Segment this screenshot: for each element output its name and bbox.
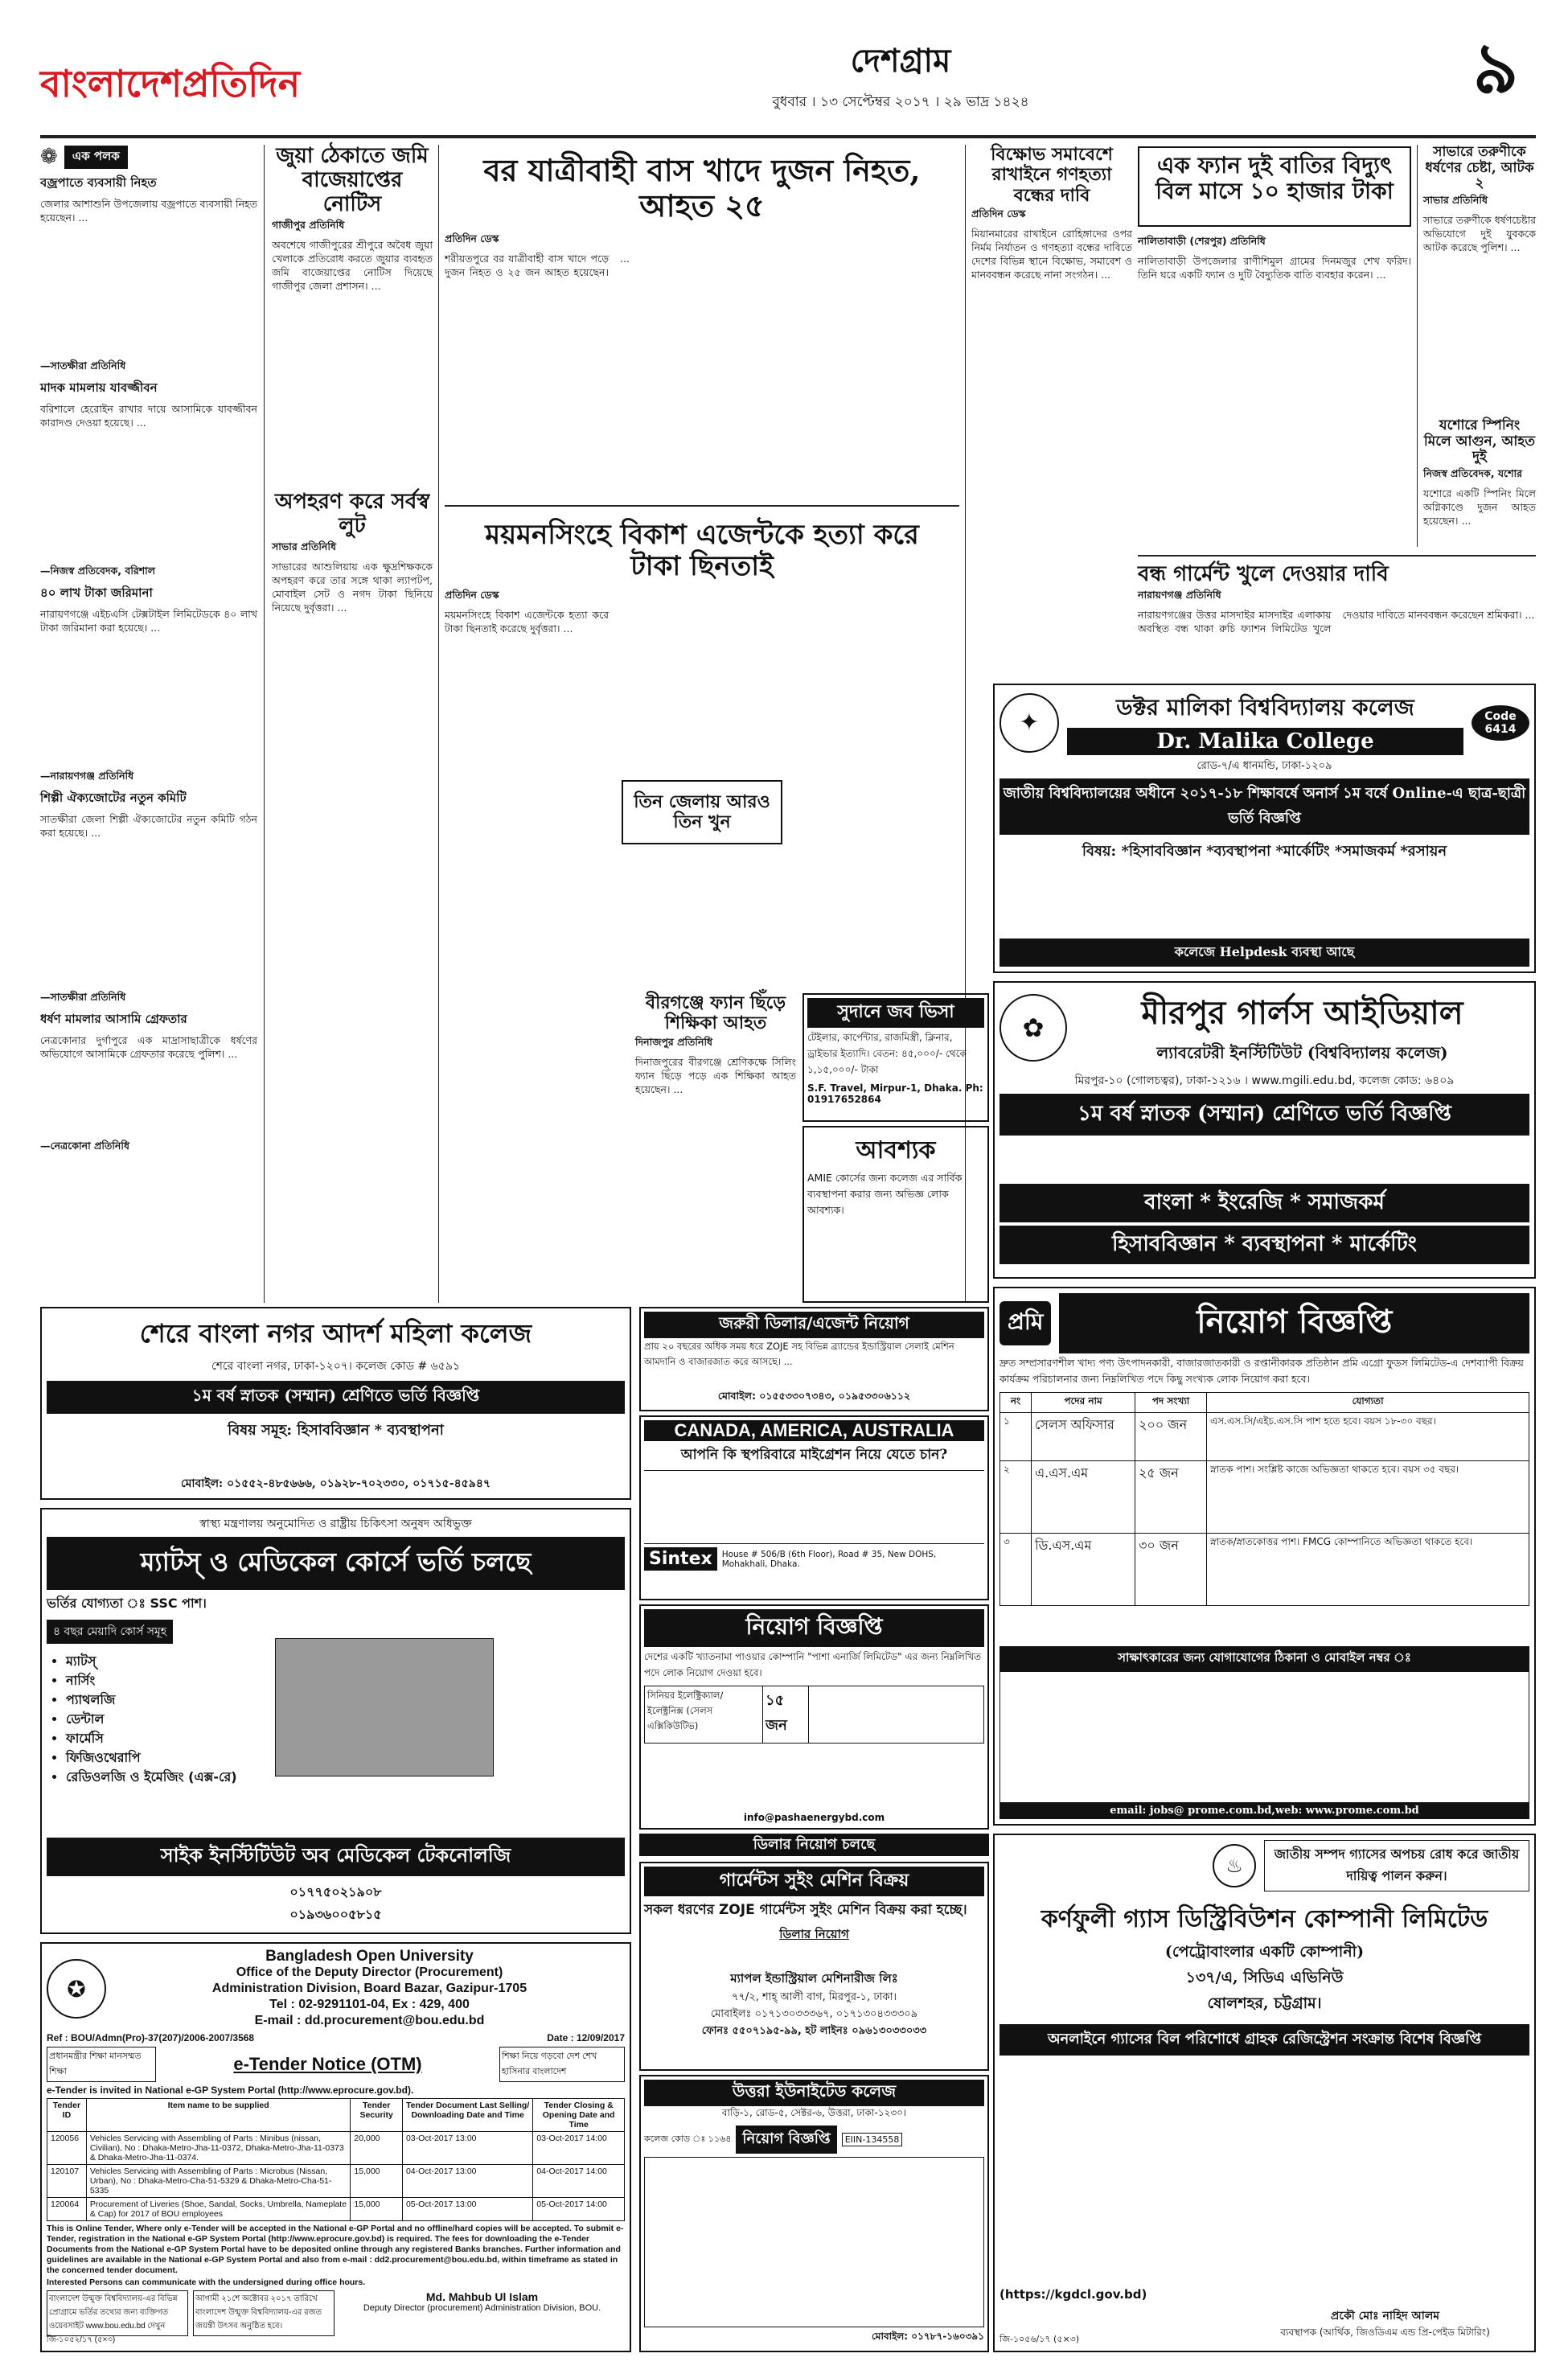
ek-polok-label xyxy=(40,145,257,169)
item-byline: —সাতক্ষীরা প্রতিনিধি xyxy=(40,359,126,372)
masthead-rule xyxy=(40,135,1536,138)
course-item: • ফিজিওথেরাপি xyxy=(66,1748,625,1768)
table-cell: 04-Oct-2017 14:00 xyxy=(533,2165,625,2198)
column-divider xyxy=(264,145,265,1303)
fan-news-area xyxy=(995,145,996,146)
karnaphuli-sub: (পেট্রোবাংলার একটি কোম্পানী) xyxy=(1164,1943,1365,1961)
table-cell: স্নাতক/স্নাতকোত্তর পাশ। FMCG কোম্পানিতে অভিজ্ঞতা থাকতে হবে। xyxy=(1207,1534,1529,1606)
sher-title: শেরে বাংলা নগর আদর্শ মহিলা কলেজ xyxy=(139,1318,532,1349)
uttara-eiin: EIIN-134558 xyxy=(842,2133,903,2146)
maths-title: ম্যাটস্ ও মেডিকেল কোর্সে ভর্তি চলছে xyxy=(47,1537,625,1590)
zoje-title: গার্মেন্টস সুইং মেশিন বিক্রয় xyxy=(644,1867,984,1896)
fan-news-main xyxy=(1140,145,1430,146)
table-header: Item name to be supplied xyxy=(86,2099,351,2132)
sudan-title: সুদানে জব ভিসা xyxy=(807,998,984,1028)
prome-niyog-ad xyxy=(993,1287,1536,1826)
bikash-byline: প্রতিদিন ডেস্ক xyxy=(445,589,499,602)
jessore-body: যশোরে একটি স্পিনিং মিলে অগ্নিকাণ্ডে দুজন আহত হয়েছেন। ... xyxy=(1423,487,1539,527)
dealer-chalche-strip xyxy=(639,1834,989,1856)
dealer-title: জরুরী ডিলার/এজেন্ট নিয়োগ xyxy=(644,1312,984,1338)
zoje-sub: ডিলার নিয়োগ xyxy=(779,1927,849,1941)
mirpur-info-placeholder xyxy=(999,1136,1529,1184)
table-cell: ১ xyxy=(1000,1413,1032,1461)
course-item: • ডেন্টাল xyxy=(66,1710,625,1729)
bou-division: Administration Division, Board Bazar, Gazipur-1705 xyxy=(211,1982,527,1995)
bikkhov-byline: প্রতিদিন ডেস্ক xyxy=(971,207,1026,220)
section-rule xyxy=(445,505,959,507)
newspaper-logo[interactable] xyxy=(40,61,300,106)
fan-byline: নালিতাবাড়ী (শেরপুর) প্রতিনিধি xyxy=(1138,235,1266,247)
ek-polok-item xyxy=(40,789,261,1007)
column-divider xyxy=(1417,145,1418,547)
fan-headline-box xyxy=(1138,146,1411,227)
tin-jela-headline[interactable]: তিন জেলায় আরও তিন খুন xyxy=(634,791,770,832)
table-header: Tender Document Last Selling/ Downloading Date and Time xyxy=(402,2099,532,2132)
bou-left-box: প্রধানমন্ত্রীর শিক্ষা মানসম্মত শিক্ষা xyxy=(47,2047,156,2082)
ek-polok-item xyxy=(40,1010,261,1156)
bikkhov-headline[interactable]: বিক্ষোভ সমাবেশে রাখাইনে গণহত্যা বন্ধের দাবি xyxy=(991,144,1113,206)
table-cell: স্নাতক পাশ। সংশ্লিষ্ট কাজে অভিজ্ঞতা থাকতে হবে। বয়স ৩৫ বছর। xyxy=(1207,1461,1529,1534)
table-row xyxy=(47,2165,625,2198)
table-cell: 15,000 xyxy=(351,2198,403,2221)
uttara-address: বাড়ি-১, রোড-৫, সেক্টর-৬, উত্তরা, ঢাকা-১২৩০। xyxy=(721,2107,907,2118)
karnaphuli-address-1: ১৩৭/এ, সিডিএ এভিনিউ xyxy=(1185,1969,1344,1986)
campus-phone-2: ০১৯৩৬০০৫৮১৫ xyxy=(289,1907,382,1922)
lab-photo xyxy=(275,1638,494,1776)
logo-part-1: বাংলাদেশ xyxy=(40,62,183,105)
jua-headline[interactable]: জুয়া ঠেকাতে জমি বাজেয়াপ্তের নোটিস xyxy=(276,144,429,216)
birganj-headline[interactable]: বীরগঞ্জে ফ্যান ছিঁড়ে শিক্ষিকা আহত xyxy=(645,992,786,1034)
power-email[interactable]: info@pashaenergybd.com xyxy=(743,1812,885,1823)
maths-medical-ad xyxy=(40,1508,631,1934)
savar-body: সাভারে তরুণীকে ধর্ষণচেষ্টার অভিযোগে দুই যুবককে আটক করেছে পুলিশ। ... xyxy=(1423,213,1539,253)
column-divider xyxy=(438,145,439,1303)
table-cell: 15,000 xyxy=(351,2165,403,2198)
item-body: জেলার আশাশুনি উপজেলায় বজ্রপাতে ব্যবসায়ী নিহত হয়েছেন। ... xyxy=(40,198,261,224)
jua-byline: গাজীপুর প্রতিনিধি xyxy=(272,218,345,231)
zoje-phone: মোবাইলঃ ০১৭১৩০৩৩৩৬৭, ০১৭১৩০৪৩৩৩০৯ xyxy=(710,2008,918,2020)
canada-details-placeholder xyxy=(644,1470,984,1544)
table-cell: 03-Oct-2017 13:00 xyxy=(402,2132,532,2165)
table-header: পদ সংখ্যা xyxy=(1135,1393,1207,1413)
table-row xyxy=(47,2198,625,2221)
fan-body: নালিতাবাড়ী উপজেলার রাণীশিমুল গ্রামের দিনমজুর শেখ ফরিদ। তিনি ঘরে একটি ফ্যান ও দুটি বৈদ্যুতিক বাতি ব্যবহার করেন। ... xyxy=(1138,255,1414,281)
dealer-body: প্রায় ২০ বছরের অধিক সময় ধরে ZOJE সহ বিভিন্ন ব্র্যান্ডের ইন্ডাস্ট্রিয়াল সেলাই মেশিন আমদানি ও বাজারজাত করে আসছে। ... xyxy=(644,1341,954,1367)
canada-ad xyxy=(639,1415,989,1600)
uttara-phone: মোবাইল: ০১৭৮৭-১৬০৩৯১ xyxy=(871,2331,984,2342)
bou-email: E-mail : dd.procurement@bou.edu.bd xyxy=(254,2014,485,2027)
canada-sub: আপনি কি স্থপরিবারে মাইগ্রেশন নিয়ে যেতে চান? xyxy=(680,1447,948,1463)
mirpur-crest-icon: ✿ xyxy=(999,994,1067,1062)
power-niyog-body: দেশের একটি খ্যাতনামা পাওয়ার কোম্পানি "পাশা এনার্জি লিমিটেড" এর জন্য নিম্নলিখিত পদে লোক নিয়োগ দেওয়া হবে। xyxy=(644,1651,982,1678)
canada-title: CANADA, AMERICA, AUSTRALIA xyxy=(644,1420,984,1441)
course-item: • নার্সিং xyxy=(66,1671,625,1690)
bou-date: Date : 12/09/2017 xyxy=(547,2032,625,2043)
bou-ref-2: জি-১০৫২/১৭ (৫×৩) xyxy=(47,2335,116,2344)
bou-tel: Tel : 02-9291101-04, Ex : 429, 400 xyxy=(269,1998,470,2011)
maths-top: স্বাস্থ্য মন্ত্রণালয় অনুমোদিত ও রাষ্ট্রীয় চিকিৎসা অনুষদ অধিভুক্ত xyxy=(199,1518,472,1530)
malika-address: রোড-৭/এ ধানমন্ডি, ঢাকা-১২০৯ xyxy=(1197,760,1332,772)
mirpur-subtitle: ল্যাবরেটরী ইনস্টিটিউট (বিশ্ববিদ্যালয় কলেজ) xyxy=(1156,1043,1448,1062)
item-body: নারায়ণগঞ্জে এইচএসি টেক্সটাইল লিমিটেডকে ৪০ লাখ টাকা জরিমানা করা হয়েছে। ... xyxy=(40,608,261,634)
mirpur-girls-ad xyxy=(993,981,1536,1279)
item-body: নেত্রকোনার দুর্গাপুরে এক মাদ্রাসাছাত্রীকে ধর্ষণের অভিযোগে আসামিকে গ্রেফতার করেছে পুলিশ। ... xyxy=(40,1034,261,1060)
table-header-row xyxy=(47,2099,625,2132)
course-item: • ফার্মেসি xyxy=(66,1729,625,1748)
jua-article xyxy=(272,144,436,483)
canada-address: House # 506/B (6th Floor), Road # 35, New DOHS, Mohakhali, Dhaka. xyxy=(721,1549,937,1569)
item-byline: —নেত্রকোনা প্রতিনিধি xyxy=(40,1140,129,1152)
sintex-logo: Sintex xyxy=(644,1547,717,1571)
karnaphuli-top: জাতীয় সম্পদ গ্যাসের অপচয় রোধ করে জাতীয় দায়িত্ব পালন করুন। xyxy=(1264,1840,1529,1891)
bou-box-1: বাংলাদেশ উন্মুক্ত বিশ্ববিদ্যালয়-এর বিভিন্ন প্রোগ্রামে ভর্তির তথ্যের জন্য ব্যক্তিগত ওয়েবসাইট www.bou.edu.bd দেখুন xyxy=(47,2290,188,2336)
sudan-company: S.F. Travel, Mirpur-1, Dhaka. Ph: 01917652864 xyxy=(807,1082,983,1105)
bikash-headline[interactable]: ময়মনসিংহে বিকাশ এজেন্টকে হত্যা করে টাকা ছিনতাই xyxy=(485,519,919,583)
bou-tender-ad xyxy=(40,1942,631,2352)
prome-contact-title: সাক্ষাৎকারের জন্য যোগাযোগের ঠিকানা ও মোবাইল নম্বর ঃ xyxy=(999,1646,1529,1671)
malika-subjects: বিষয়: *হিসাববিজ্ঞান *ব্যবস্থাপনা *মার্কেটিং *সমাজকর্ম *রসায়ন xyxy=(1082,843,1447,860)
ek-polok-column xyxy=(40,145,261,1311)
item-body: বরিশালে হেরোইন রাখার দায়ে আসামিকে যাবজ্জীবন কারাদণ্ড দেওয়া হয়েছে। ... xyxy=(40,403,261,429)
oporohon-headline[interactable]: অপহরণ করে সর্বস্ব লুট xyxy=(274,490,430,538)
item-title: মাদক মামলায় যাবজ্জীবন xyxy=(40,380,158,395)
item-body: সাতক্ষীরা জেলা শিল্পী ঐক্যজোটের নতুন কমিটি গঠন করা হয়েছে। ... xyxy=(40,813,261,839)
table-cell: ৩০ জন xyxy=(1135,1534,1207,1606)
power-post: সিনিয়র ইলেক্ট্রিক্যাল/ ইলেক্ট্রনিক্স (সেলস এক্সিকিউটিভ) xyxy=(645,1686,763,1743)
bou-tender-table xyxy=(47,2098,625,2221)
bou-signer-title: Deputy Director (procurement) Administration Division, BOU. xyxy=(363,2303,601,2313)
table-cell: 04-Oct-2017 13:00 xyxy=(402,2165,532,2198)
college-crest-icon: ✦ xyxy=(999,693,1059,753)
birganj-body: দিনাজপুরের বীরগঞ্জে শ্রেণিকক্ষে সিলিং ফ্যান ছিঁড়ে পড়ে এক শিক্ষিকা আহত হয়েছেন। ... xyxy=(635,1055,799,1095)
garments-headline[interactable]: বন্ধ গার্মেন্ট খুলে দেওয়ার দাবি xyxy=(1138,562,1389,586)
malika-title-bn: ডক্টর মালিকা বিশ্ববিদ্যালয় কলেজ xyxy=(1116,694,1414,721)
prome-terms-placeholder xyxy=(999,1606,1529,1646)
logo-part-2: প্রতিদিন xyxy=(182,62,301,105)
bus-byline: প্রতিদিন ডেস্ক xyxy=(445,232,499,245)
section-ornament-icon: ❁ xyxy=(40,145,58,169)
course-item: • প্যাথলজি xyxy=(66,1690,625,1710)
bou-logo-icon: ✪ xyxy=(47,1959,106,2019)
table-cell: ২ xyxy=(1000,1461,1032,1534)
item-byline: —নারায়ণগঞ্জ প্রতিনিধি xyxy=(40,770,134,782)
maths-eligibility: ভর্তির যোগ্যতা ঃ SSC পাশ। xyxy=(47,1596,207,1611)
fan-body-area xyxy=(1138,233,1414,523)
maths-footer: সাইক ইনস্টিটিউট অব মেডিকেল টেকনোলজি xyxy=(47,1838,625,1876)
item-byline: —সাতক্ষীরা প্রতিনিধি xyxy=(40,991,126,1003)
item-title: শিল্পী ঐক্যজোটের নতুন কমিটি xyxy=(40,791,187,805)
prome-title: নিয়োগ বিজ্ঞপ্তি xyxy=(1059,1293,1529,1353)
item-title: ধর্ষণ মামলার আসামি গ্রেফতার xyxy=(40,1012,187,1026)
birganj-article xyxy=(635,992,799,1303)
bou-ref: Ref : BOU/Admn(Pro)-37(207)/2006-2007/3568 xyxy=(47,2032,255,2043)
zoje-hotline: ফোনঃ ৫৫০৭১৯৫-৯৯, হট লাইনঃ ০৯৬১৩০৩৩০৩৩ xyxy=(701,2025,927,2037)
table-cell: 05-Oct-2017 13:00 xyxy=(402,2198,532,2221)
prome-email[interactable]: email: jobs@ prome.com.bd,web: www.prome.com.bd xyxy=(999,1802,1529,1819)
dateline: বুধবার । ১৩ সেপ্টেম্বর ২০১৭ । ২৯ ভাদ্র ১৪২৪ xyxy=(772,94,1029,110)
power-niyog-ad xyxy=(639,1604,989,1830)
item-title: ৪০ লাখ টাকা জরিমানা xyxy=(40,585,153,600)
power-count: ১৫ জন xyxy=(763,1686,809,1743)
garments-body: নারায়ণগঞ্জের উত্তর মাসদাইর মাসদাইর এলাকায় অবস্থিত বন্ধ থাকা রুচি ফ্যাশন লিমিটেড খুলে দেওয়ার দাবিতে মানববন্ধন করেছেন শ্রমিকরা। ... xyxy=(1138,608,1535,635)
jessore-article xyxy=(1423,417,1539,547)
section-title: দেশগ্রাম xyxy=(850,42,951,80)
prome-table xyxy=(999,1392,1529,1606)
campus-phone: ০১৭৭৫০২১৯০৮ xyxy=(289,1884,382,1900)
page-number: ৯ xyxy=(1472,26,1519,109)
dealer-chalche: ডিলার নিয়োগ চলছে xyxy=(753,1836,876,1853)
uttara-title: উত্তরা ইউনাইটেড কলেজ xyxy=(644,2080,984,2106)
dealer-ad xyxy=(639,1307,989,1411)
table-header: পদের নাম xyxy=(1032,1393,1135,1413)
uttara-college-ad xyxy=(639,2075,989,2352)
oporohon-article xyxy=(272,490,436,1303)
table-cell: 03-Oct-2017 14:00 xyxy=(533,2132,625,2165)
garments-byline: নারায়ণগঞ্জ প্রতিনিধি xyxy=(1138,588,1221,601)
malika-headline: জাতীয় বিশ্ববিদ্যালয়ের অধীনে ২০১৭-১৮ শিক্ষাবর্ষে অনার্স ১ম বর্ষে Online-এ ছাত্র-ছাত্রী ভর্তি বিজ্ঞপ্তি xyxy=(999,778,1529,835)
mirpur-strip: ১ম বর্ষ স্নাতক (সম্মান) শ্রেণিতে ভর্তি বিজ্ঞপ্তি xyxy=(999,1094,1529,1136)
malika-code-badge: Code 6414 xyxy=(1472,705,1529,741)
bus-headline[interactable]: বর যাত্রীবাহী বাস খাদে দুজন নিহত, আহত ২৫ xyxy=(483,152,921,224)
savar-byline: সাভার প্রতিনিধি xyxy=(1423,193,1488,206)
table-header: Tender ID xyxy=(47,2099,87,2132)
karnaphuli-signer-title: ব্যবস্থাপক (আর্থিক, জিওডিএম এন্ড প্রি-পেইড মিটারিং) xyxy=(1280,2327,1490,2338)
bou-signer: Md. Mahbub Ul Islam xyxy=(425,2290,539,2303)
table-header: Tender Security xyxy=(351,2099,403,2132)
karnaphuli-title: কর্ণফুলী গ্যাস ডিস্ট্রিবিউশন কোম্পানী লিমিটেড xyxy=(1041,1905,1488,1933)
aboshyok-title: আবশ্যক xyxy=(856,1136,936,1164)
bou-note: This is Online Tender, Where only e-Tender will be accepted in the National e-GP Portal and no offline/hard copies will be accepted. To submit e-Tender, registration in the National e-GP System Portal (http://www.eprocure.gov.bd) is required. The fees for downloading the e-Tender Documents from the National e-GP System Portal have to be deposited online through any registered Banks branches. Further information and guidelines are available in the National e-GP System Portal and also from e-mail : dd2.procurement@bou.edu.bd, within timeframe as stated in the concerned tender document. xyxy=(47,2224,624,2275)
table-cell: ২০০ জন xyxy=(1135,1413,1207,1461)
fan-headline[interactable]: এক ফ্যান দুই বাতির বিদ্যুৎ বিল মাসে ১০ হাজার টাকা xyxy=(1155,152,1394,205)
sher-subjects: বিষয় সমূহ: হিসাববিজ্ঞান * ব্যবস্থাপনা xyxy=(228,1422,444,1439)
bou-title: e-Tender Notice (OTM) xyxy=(233,2054,422,2074)
tin-jela-box xyxy=(622,780,782,844)
bou-right-box: শিক্ষা নিয়ে গড়বো দেশ শেখ হাসিনার বাংলাদেশ xyxy=(499,2047,625,2082)
maths-campus-phone xyxy=(47,1882,625,1904)
table-cell: 120107 xyxy=(47,2165,87,2198)
bus-body: শরীয়তপুরে বর যাত্রীবাহী বাস খাদে পড়ে দুজন নিহত ও ২৫ জন আহত হয়েছেন। ... xyxy=(445,253,630,279)
oporohon-body: সাভারের আশুলিয়ায় এক ক্ষুদ্রশিক্ষককে অপহরণ করে তার সঙ্গে থাকা ল্যাপটপ, মোবাইল সেট ও নগদ টাকা ছিনিয়ে নিয়েছে দুর্বৃত্তরা। ... xyxy=(272,560,436,614)
bou-org: Bangladesh Open University xyxy=(265,1948,474,1965)
table-cell: Procurement of Liveries (Shoe, Sandal, Socks, Umbrella, Nameplate & Cap) for 2017 of BOU employees xyxy=(86,2198,351,2221)
table-row xyxy=(47,2132,625,2165)
malika-college-ad xyxy=(993,684,1536,973)
sher-e-bangla-ad xyxy=(40,1307,631,1500)
sher-phone: মোবাইল: ০১৫৫২-৪৮৫৬৬৬, ০১৯২৮-৭০২৩৩০, ০১৭১৫-৪৫৯৪৭ xyxy=(180,1477,491,1490)
bou-box-2: আগামী ২১শে অক্টোবর ২০১৭ তারিখে বাংলাদেশ উন্মুক্ত বিশ্ববিদ্যালয়-এর রজত জয়ন্তী উৎসব অনুষ্ঠিত হবে। xyxy=(193,2290,335,2336)
sudan-body: টেইলার, কার্পেন্টার, রাজমিস্ত্রী, ক্লিনার, ড্রাইভার ইত্যাদি। বেতন: ৪৫,০০০/- থেকে ১,১৫,০০০/- টাকা xyxy=(807,1032,967,1075)
table-cell: Vehicles Servicing with Assembling of Parts : Microbus (Nissan, Urban), No : Dhaka-Metro-Cha-51-5329 & Dhaka-Metro-Cha-51-5335 xyxy=(86,2165,351,2198)
garments-article xyxy=(1138,563,1536,676)
uttara-table-placeholder xyxy=(644,2157,984,2327)
karnaphuli-site[interactable]: (https://kgdcl.gov.bd) xyxy=(999,2287,1147,2302)
zoje-body: সকল ধরণের ZOJE গার্মেন্টস সুইং মেশিন বিক্রয় করা হচ্ছে। xyxy=(644,1902,967,1918)
karnaphuli-notice: অনলাইনে গ্যাসের বিল পরিশোধে গ্রাহক রেজিস্ট্রেশন সংক্রান্ত বিশেষ বিজ্ঞপ্তি xyxy=(999,2024,1529,2056)
bou-intro: e-Tender is invited in National e-GP System Portal (http://www.eprocure.gov.bd). xyxy=(47,2084,414,2096)
bikkhov-body: মিয়ানমারের রাখাইনে রোহিঙ্গাদের ওপর নির্মম নির্যাতন ও গণহত্যা বন্ধের দাবিতে দেশের বিভিন্ন স্থানে বিক্ষোভ, সমাবেশ ও মানববন্ধন করেছে নানা সংগঠন। ... xyxy=(971,227,1135,281)
section-rule xyxy=(1138,555,1536,557)
ek-polok-tag: এক পলক xyxy=(64,146,128,169)
savar-headline[interactable]: সাভারে তরুণীকে ধর্ষণের চেষ্টা, আটক ২ xyxy=(1425,144,1534,192)
table-header: নং xyxy=(1000,1393,1032,1413)
table-cell: ডি.এস.এম xyxy=(1032,1534,1135,1606)
mirpur-title: মীরপুর গার্লস আইডিয়াল xyxy=(1141,994,1463,1032)
sher-strip: ১ম বর্ষ স্নাতক (সম্মান) শ্রেণিতে ভর্তি বিজ্ঞপ্তি xyxy=(47,1381,625,1414)
mirpur-subjects-2: হিসাববিজ্ঞান * ব্যবস্থাপনা * মার্কেটিং xyxy=(999,1226,1529,1264)
fan-news-wrap xyxy=(994,145,995,146)
table-cell: সেলস অফিসার xyxy=(1032,1413,1135,1461)
zoje-company: ম্যাপল ইন্ডাস্ট্রিয়াল মেশিনারীজ লিঃ xyxy=(730,1971,898,1986)
table-cell: এস.এস.সি/এইচ.এস.সি পাশ হতে হবে। বয়স ১৮-৩০ বছর। xyxy=(1207,1413,1529,1461)
karnaphuli-points-placeholder xyxy=(999,2062,1529,2287)
uttara-sub: নিয়োগ বিজ্ঞপ্তি xyxy=(736,2126,836,2154)
jessore-headline[interactable]: যশোরে স্পিনিং মিলে আগুন, আহত দুই xyxy=(1423,417,1536,466)
karnaphuli-gas-ad xyxy=(993,1834,1536,2352)
table-cell: ২৫ জন xyxy=(1135,1461,1207,1534)
table-cell: 120064 xyxy=(47,2198,87,2221)
jessore-byline: নিজস্ব প্রতিবেদক, যশোর xyxy=(1423,466,1522,479)
item-title: বজ্রপাতে ব্যবসায়ী নিহত xyxy=(40,175,157,190)
table-cell: 20,000 xyxy=(351,2132,403,2165)
table-cell: এ.এস.এম xyxy=(1032,1461,1135,1534)
zoje-address: ৭৭/২, শাহ্ আলী বাগ, মিরপুর-১, ঢাকা। xyxy=(731,1991,897,2003)
masthead xyxy=(40,19,1536,140)
table-cell: 05-Oct-2017 14:00 xyxy=(533,2198,625,2221)
oporohon-byline: সাভার প্রতিনিধি xyxy=(272,540,336,552)
uttara-code: কলেজ কোড ঃ ১১৬৪ xyxy=(644,2134,732,2144)
karnaphuli-ref: জি-১০৫৬/১৭ (৫×৩) xyxy=(999,2334,1080,2344)
table-row xyxy=(1000,1461,1529,1534)
maths-campus-phone-2 xyxy=(47,1904,625,1926)
dealer-phone: মোবাইল: ০১৫৫৩৩০৭৩৪৩, ০১৯৫৩৩০৬১১২ xyxy=(717,1390,911,1402)
power-requirements xyxy=(809,1686,983,1743)
malika-title-en: Dr. Malika College xyxy=(1067,728,1463,755)
table-row xyxy=(1000,1534,1529,1606)
savar-article xyxy=(1423,144,1539,410)
bou-office: Office of the Deputy Director (Procurement) xyxy=(236,1965,503,1979)
mirpur-subjects-1: বাংলা * ইংরেজি * সমাজকর্ম xyxy=(999,1184,1529,1222)
ek-polok-item xyxy=(40,174,261,376)
course-item: • ম্যাটস্ xyxy=(66,1652,625,1671)
table-row xyxy=(1000,1413,1529,1461)
table-header: Tender Closing & Opening Date and Time xyxy=(533,2099,625,2132)
power-niyog-title: নিয়োগ বিজ্ঞপ্তি xyxy=(644,1609,984,1647)
prome-contact-list xyxy=(999,1671,1529,1809)
mirpur-address: মিরপুর-১০ (গোলচত্বর), ঢাকা-১২১৬ । www.mgili.edu.bd, কলেজ কোড: ৬৪০৯ xyxy=(1074,1074,1455,1087)
aboshyok-ad xyxy=(802,1126,989,1303)
sher-subtitle: শেরে বাংলা নগর, ঢাকা-১২০৭। কলেজ কোড # ৬৫৯১ xyxy=(211,1360,461,1373)
karnaphuli-address-2: ষোলশহর, চট্টগ্রাম। xyxy=(1207,1994,1322,2012)
bikash-body: ময়মনসিংহে বিকাশ এজেন্টকে হত্যা করে টাকা ছিনতাই করেছে দুর্বৃত্তরা। ... xyxy=(445,609,612,635)
zoje-ad xyxy=(639,1862,989,2071)
course-box: ৪ বছর মেয়াদি কোর্স সমূহ xyxy=(47,1620,173,1644)
item-byline: —নিজস্ব প্রতিবেদক, বরিশাল xyxy=(40,565,156,577)
table-cell: ৩ xyxy=(1000,1534,1032,1606)
malika-helpdesk: কলেজে Helpdesk ব্যবস্থা আছে xyxy=(999,939,1529,967)
ek-polok-item xyxy=(40,584,261,786)
prome-intro: দ্রুত সম্প্রসারণশীল খাদ্য পণ্য উৎপাদনকারী, বাজারজাতকারী ও রপ্তানীকারক প্রতিষ্ঠান প্রমি এগ্রো ফুডস লিমিটেড-এ দেশব্যাপী বিক্রয় কার্যক্রম পরিচালনার জন্য নিম্নলিখিত পদে কিছু সংখ্যক লোক নিয়োগ করা হবে। xyxy=(999,1357,1524,1385)
gas-flame-icon: ♨ xyxy=(1213,1844,1256,1887)
bou-note-2: Interested Persons can communicate with the undersigned during office hours. xyxy=(47,2277,366,2287)
table-cell: Vehicles Servicing with Assembling of Parts : Minibus (nissan, Civilian), No : Dhaka-Metro-Jha-11-0372, Dhaka-Metro-Jha-11-0373 & Dhaka-Metro-Jha-11-0374. xyxy=(86,2132,351,2165)
ek-polok-item xyxy=(40,379,261,581)
table-header-row xyxy=(1000,1393,1529,1413)
table-header: যোগ্যতা xyxy=(1207,1393,1529,1413)
course-item: • রেডিওলজি ও ইমেজিং (এক্স-রে) xyxy=(66,1768,625,1787)
bus-article xyxy=(445,145,959,499)
birganj-byline: দিনাজপুর প্রতিনিধি xyxy=(635,1035,713,1048)
sudan-visa-ad xyxy=(802,993,989,1122)
karnaphuli-signer: প্রকৌ মোঃ নাহিদ আলম xyxy=(1330,2310,1440,2323)
jua-body: অবশেষে গাজীপুরের শ্রীপুরে অবৈধ জুয়া খেলাকে প্রতিরোধ করতে জুয়ার ব্যবহৃত জমি বাজেয়াপ্তের নোটিস দিয়েছে গাজীপুর জেলা প্রশাসন। ... xyxy=(272,238,436,292)
table-cell: 120056 xyxy=(47,2132,87,2165)
prome-logo: প্রমি xyxy=(999,1301,1051,1345)
aboshyok-body: AMIE কোর্সের জন্য কলেজ এর সার্বিক ব্যবস্থাপনা করার জন্য অভিজ্ঞ লোক আবশ্যক। xyxy=(807,1172,963,1216)
